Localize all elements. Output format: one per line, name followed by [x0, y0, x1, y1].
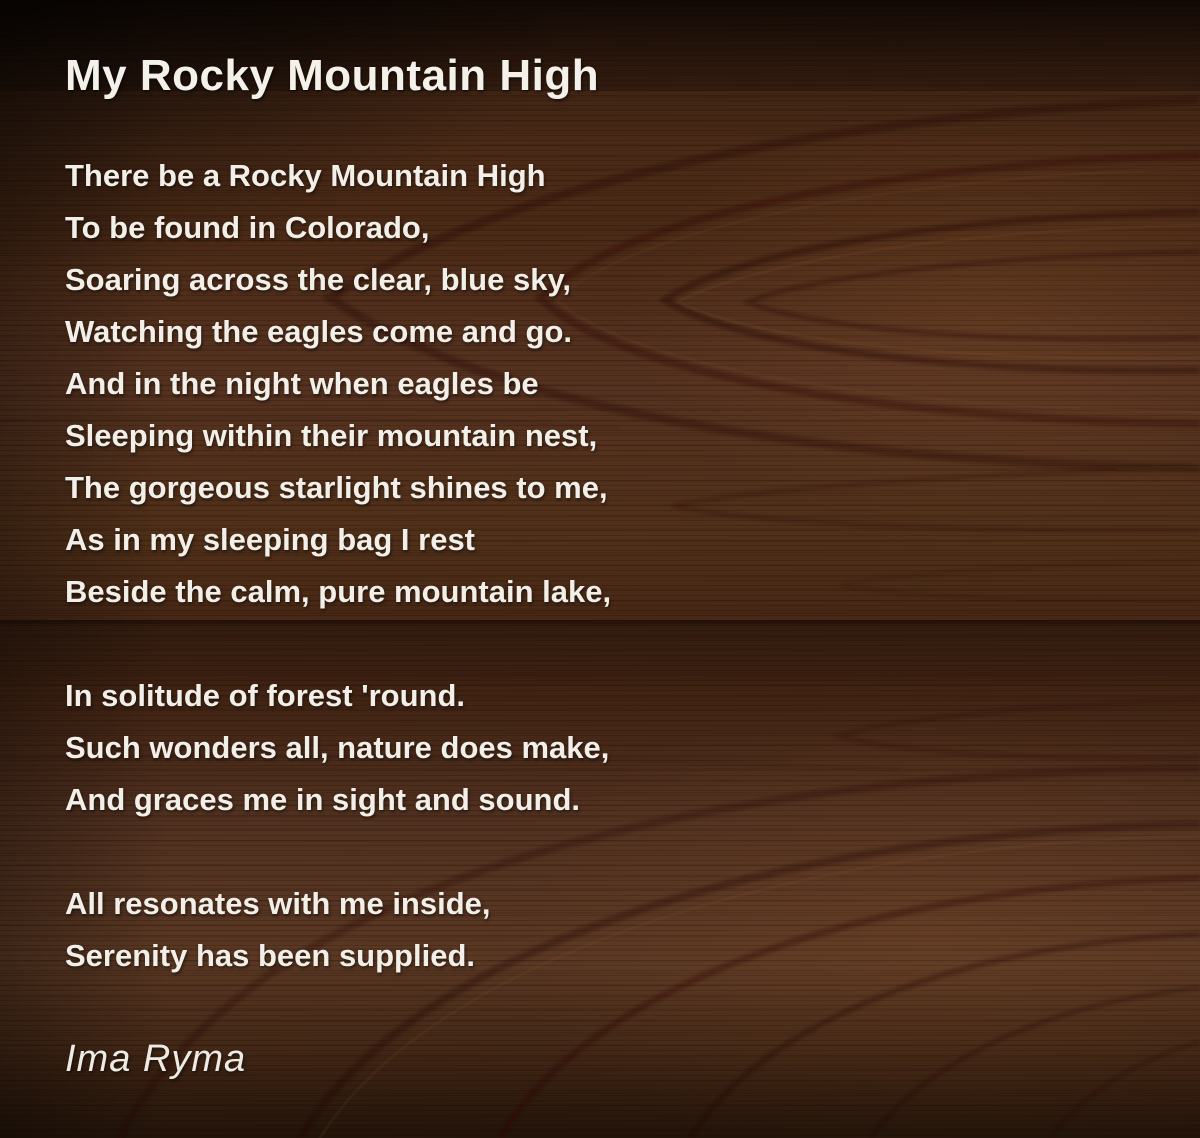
poem-line: All resonates with me inside, [65, 886, 491, 922]
poem-line: And graces me in sight and sound. [65, 782, 581, 818]
poem-line: Watching the eagles come and go. [65, 314, 572, 350]
poem-line: To be found in Colorado, [65, 210, 430, 246]
poem-line: Serenity has been supplied. [65, 938, 476, 974]
poem-title: My Rocky Mountain High [65, 51, 600, 100]
poem-line: As in my sleeping bag I rest [65, 522, 476, 558]
poem-author: Ima Ryma [65, 1038, 247, 1081]
poem-line: Sleeping within their mountain nest, [65, 418, 598, 454]
poem-line: There be a Rocky Mountain High [65, 158, 546, 194]
stanza-2 [65, 670, 1160, 826]
poem-line: In solitude of forest 'round. [65, 678, 466, 714]
stanza-3 [65, 878, 1160, 982]
poem-line: And in the night when eagles be [65, 366, 539, 402]
poem-line: Soaring across the clear, blue sky, [65, 262, 571, 298]
poem-line: Such wonders all, nature does make, [65, 730, 610, 766]
poem-line: Beside the calm, pure mountain lake, [65, 574, 612, 610]
stanza-1 [65, 150, 1160, 618]
poem-line: The gorgeous starlight shines to me, [65, 470, 608, 506]
